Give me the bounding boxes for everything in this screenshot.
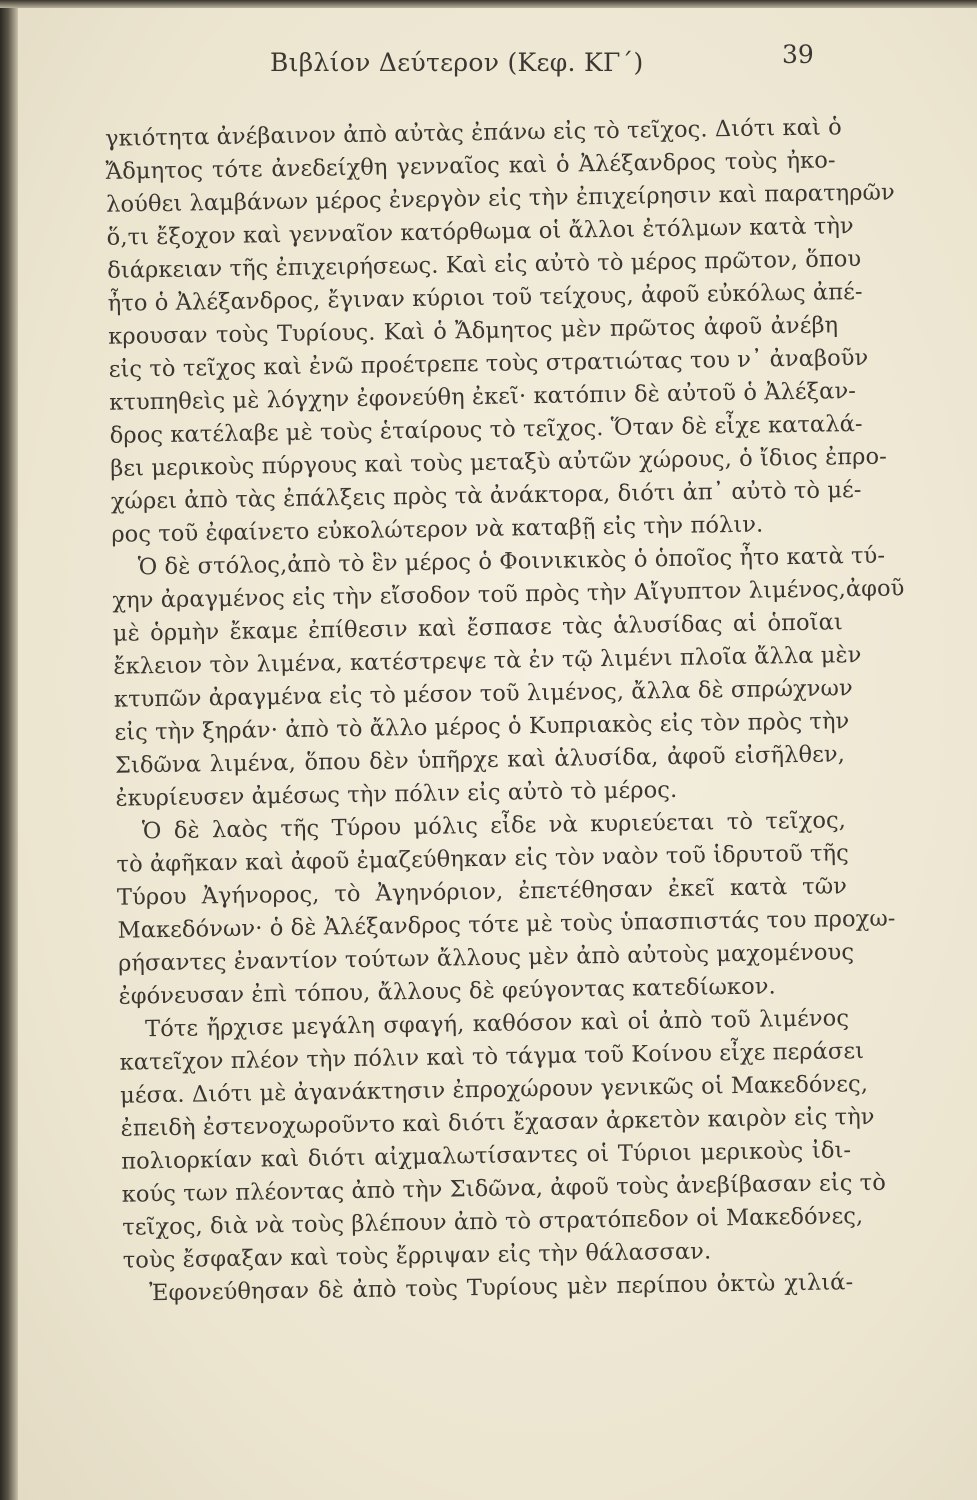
- text-line: ἦτο ὁ Ἀλέξανδρος, ἔγιναν κύριοι τοῦ τείχους, ἀφοῦ εὐκόλως ἀπέ-: [107, 278, 863, 317]
- text-line: διάρκειαν τῆς ἐπιχειρήσεως. Καὶ εἰς αὐτὸ τὸ μέρος πρῶτον, ὅπου: [107, 245, 862, 284]
- text-line: χην ἀραγμένος εἰς τὴν εἴσοδον τοῦ πρὸς τὴν Αἴγυπτον λιμένος,ἀφοῦ: [112, 575, 905, 614]
- text-line: ἐπειδὴ ἐστενοχωροῦντο καὶ διότι ἔχασαν ἀρκετὸν καιρὸν εἰς τὴν: [120, 1103, 875, 1142]
- text-line: πολιορκίαν καὶ διότι αἰχμαλωτίσαντες οἱ Τύριοι μερικοὺς ἰδι-: [121, 1137, 852, 1175]
- text-line: ρήσαντες ἐναντίον τούτων ἄλλους μὲν ἀπὸ αὐτοὺς μαχομένους: [117, 939, 855, 977]
- text-line: Ἄδμητος τότε ἀνεδείχθη γενναῖος καὶ ὁ Ἀλέξανδρος τοὺς ἠκο-: [105, 147, 836, 185]
- running-title: Βιβλίον Δεύτερον (Κεφ. ΚΓ΄): [270, 48, 644, 77]
- text-line: χώρει ἀπὸ τὰς ἐπάλξεις πρὸς τὰ ἀνάκτορα, διότι ἀπ᾽ αὐτὸ τὸ μέ-: [110, 476, 862, 515]
- text-line: Σιδῶνα λιμένα, ὅπου δὲν ὑπῆρχε καὶ ἁλυσίδα, ἀφοῦ εἰσῆλθεν,: [114, 741, 846, 779]
- text-line: Τύρου Ἀγήνορος, τὸ Ἀγηνόριον, ἐπετέθησαν ἐκεῖ κατὰ τῶν: [116, 873, 848, 911]
- text-line: ὅ,τι ἔξοχον καὶ γενναῖον κατόρθωμα οἱ ἄλλοι ἐτόλμων κατὰ τὴν: [106, 213, 854, 251]
- text-line: τοὺς ἔσφαξαν καὶ τοὺς ἔρριψαν εἰς τὴν θάλασσαν.: [122, 1238, 712, 1274]
- text-line: εἰς τὴν ξηράν· ἀπὸ τὸ ἄλλο μέρος ὁ Κυπριακὸς εἰς τὸν πρὸς τὴν: [114, 708, 850, 746]
- page-number: 39: [782, 40, 814, 69]
- text-line: τεῖχος, διὰ νὰ τοὺς βλέπουν ἀπὸ τὸ στρατόπεδον οἱ Μακεδόνες,: [122, 1203, 864, 1241]
- text-line: Ἐφονεύθησαν δὲ ἀπὸ τοὺς Τυρίους μὲν περίπου ὀκτὼ χιλιά-: [149, 1269, 854, 1307]
- text-line: γκιότητα ἀνέβαινον ἀπὸ αὐτὰς ἐπάνω εἰς τὸ τεῖχος. Διότι καὶ ὁ: [104, 114, 842, 152]
- text-line: Ὁ δὲ στόλος,ἀπὸ τὸ ἓν μέρος ὁ Φοινικικὸς ὁ ὁποῖος ἦτο κατὰ τύ-: [137, 542, 886, 581]
- text-line: ἐφόνευσαν ἐπὶ τόπου, ἄλλους δὲ φεύγοντας κατεδίωκον.: [118, 973, 776, 1010]
- text-line: βει μερικοὺς πύργους καὶ τοὺς μεταξὺ αὐτῶν χώρους, ὁ ἴδιος ἐπρο-: [110, 443, 888, 482]
- text-line: Μακεδόνων· ὁ δὲ Ἀλέξανδρος τότε μὲ τοὺς ὑπασπιστάς του προχω-: [117, 905, 896, 944]
- text-line: κτυπῶν ἀραγμένα εἰς τὸ μέσον τοῦ λιμένος, ἄλλα δὲ σπρώχνων: [113, 675, 853, 713]
- text-line: τὸ ἀφῆκαν καὶ ἀφοῦ ἐμαζεύθηκαν εἰς τὸν ναὸν τοῦ ἱδρυτοῦ τῆς: [116, 840, 850, 878]
- text-line: μέσα. Διότι μὲ ἀγανάκτησιν ἐπροχώρουν γενικῶς οἱ Μακεδόνες,: [119, 1070, 869, 1109]
- text-line: δρος κατέλαβε μὲ τοὺς ἑταίρους τὸ τεῖχος. Ὅταν δὲ εἶχε καταλά-: [109, 410, 863, 449]
- text-line: λούθει λαμβάνων μέρος ἐνεργὸν εἰς τὴν ἐπιχείρησιν καὶ παρατηρῶν: [105, 179, 895, 218]
- text-line: κούς των πλέοντας ἀπὸ τὴν Σιδῶνα, ἀφοῦ τοὺς ἀνεβίβασαν εἰς τὸ: [121, 1169, 887, 1208]
- text-line: Ὁ δὲ λαὸς τῆς Τύρου μόλις εἶδε νὰ κυριεύεται τὸ τεῖχος,: [141, 807, 847, 845]
- text-line: κατεῖχον πλέον τὴν πόλιν καὶ τὸ τάγμα τοῦ Κοίνου εἶχε περάσει: [119, 1038, 865, 1076]
- text-line: κρουσαν τοὺς Τυρίους. Καὶ ὁ Ἄδμητος μὲν πρῶτος ἀφοῦ ἀνέβη: [108, 312, 839, 350]
- text-line: μὲ ὁρμὴν ἔκαμε ἐπίθεσιν καὶ ἔσπασε τὰς ἁλυσίδας αἱ ὁποῖαι: [112, 609, 844, 647]
- text-line: ἐκυρίευσεν ἀμέσως τὴν πόλιν εἰς αὐτὸ τὸ μέρος.: [115, 776, 678, 812]
- text-line: ἔκλειον τὸν λιμένα, κατέστρεψε τὰ ἐν τῷ λιμένι πλοῖα ἄλλα μὲν: [113, 642, 862, 680]
- text-line: εἰς τὸ τεῖχος καὶ ἐνῶ προέτρεπε τοὺς στρατιώτας του ν᾽ ἀναβοῦν: [108, 344, 869, 383]
- text-line: Τότε ἤρχισε μεγάλη σφαγή, καθόσον καὶ οἱ ἀπὸ τοῦ λιμένος: [144, 1005, 850, 1043]
- text-line: κτυπηθεὶς μὲ λόγχην ἐφονεύθη ἐκεῖ· κατόπιν δὲ αὐτοῦ ὁ Ἀλέξαν-: [109, 378, 857, 416]
- text-line: ρος τοῦ ἐφαίνετο εὐκολώτερον νὰ καταβῇ εἰς τὴν πόλιν.: [111, 511, 764, 548]
